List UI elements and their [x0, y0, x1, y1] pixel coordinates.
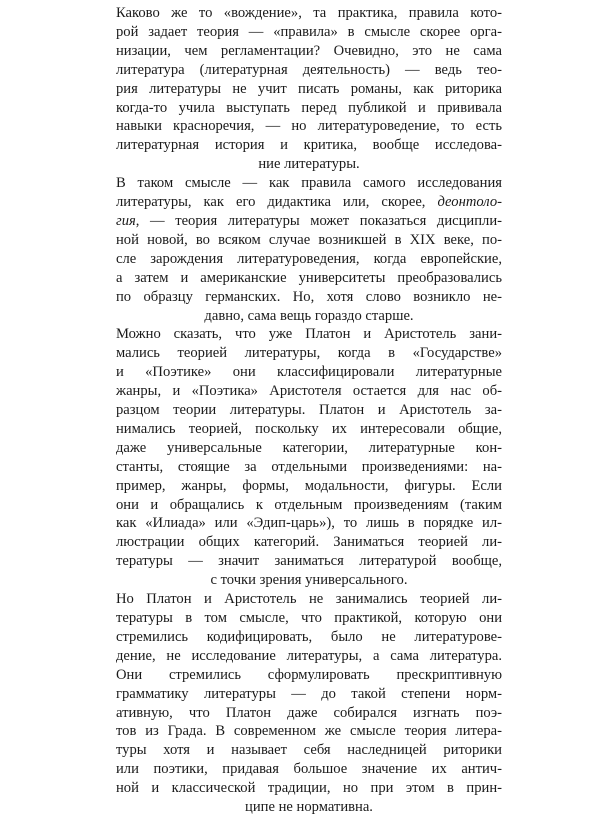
text-line [116, 193, 502, 212]
text-line: давно, сама вещь гораздо старше. [204, 307, 414, 324]
text-line: рия литературы не учит писать романы, как риторика [116, 80, 502, 97]
text-line: с точки зрения универсального. [210, 572, 408, 589]
text-line: Но Платон и Аристотель не занимались теорией ли- [116, 591, 502, 608]
text-line: как «Илиада» или «Эдип-царь»), то лишь в порядке ил- [116, 515, 502, 532]
text-line: литературная история и критика, вообще исследова- [116, 137, 502, 154]
text-line: а затем и американские университеты преобразовались [116, 269, 502, 286]
text-line: люстрации общих категорий. Заниматься теорией ли- [116, 534, 502, 551]
paragraph-4 [116, 590, 502, 817]
text-line: стремились кодифицировать, было не литературове- [116, 628, 502, 645]
text-line: даже универсальные категории, литературные кон- [116, 439, 502, 456]
text-line: они и обращались к отдельным произведениям (таким [116, 496, 502, 513]
text-line: дение, не исследование литературы, а сама литература. [116, 647, 502, 664]
text-line: сле зарождения литературоведения, когда европейские, [116, 250, 502, 267]
text-line [116, 212, 502, 231]
paragraph-3 [116, 325, 502, 590]
text-line: когда-то учила выступать перед публикой и прививала [116, 99, 502, 116]
text-line: ние литературы. [258, 156, 360, 173]
text-line: литература (литературная деятельность) — ведь тео- [116, 61, 502, 78]
text-line: грамматику литературы — до такой степени норм- [116, 685, 502, 702]
text-line: Они стремились сформулировать прескриптивную [116, 666, 502, 683]
text-line: или поэтики, придавая большое значение их антич- [116, 761, 502, 778]
text-line: Каково же то «вождение», та практика, правила кото- [116, 5, 502, 21]
text-line: Можно сказать, что уже Платон и Аристотель зани- [116, 326, 502, 343]
text-line: ной и классической традиции, но при этом в прин- [116, 780, 502, 797]
italic-term: деонтоло- [437, 194, 502, 211]
text-line: туры хотя и называет себя наследницей риторики [116, 742, 502, 759]
text-line: тературы — значит заниматься литературой вообще, [116, 553, 502, 570]
paragraph-2 [116, 174, 502, 325]
text-line: по образцу германских. Но, хотя слово возникло не- [116, 288, 502, 305]
text-line: жанры, и «Поэтика» Аристотеля остается для нас об- [116, 383, 502, 400]
text-line: рой задает теория — «правила» в смысле скорее орга- [116, 23, 502, 40]
text-line: пример, жанры, формы, модальности, фигуры. Если [116, 477, 502, 494]
text-line: мались теорией литературы, когда в «Государстве» [116, 345, 502, 362]
paragraph-1 [116, 4, 502, 174]
text-line: навыки красноречия, — но литературоведение, то есть [116, 118, 502, 135]
text-fragment: , — теория литературы может показаться дисципли- [135, 212, 502, 229]
text-line: ативную, что Платон даже собирался изгнать поэ- [116, 704, 502, 721]
text-line: В таком смысле — как правила самого исследования [116, 175, 502, 192]
text-line: станты, стоящие за отдельными произведениями: на- [116, 458, 502, 475]
page-text [116, 4, 502, 817]
text-fragment: литературы, как его дидактика или, скорее, [116, 194, 438, 211]
text-line: и «Поэтике» они классифицировали литературные [116, 364, 502, 381]
text-line: ной новой, во всяком случае возникшей в XIX веке, по- [116, 231, 502, 248]
text-line: тов из Града. В современном же смысле теория литера- [116, 723, 502, 740]
text-line: тературы в том смысле, что практикой, которую они [116, 610, 502, 626]
text-line: разцом теории литературы. Платон и Аристотель за- [116, 402, 502, 419]
text-line: низации, чем регламентации? Очевидно, это не сама [116, 42, 502, 59]
text-line: нимались теорией, поскольку их интересовали общие, [116, 420, 502, 437]
text-line: ципе не нормативна. [245, 799, 373, 816]
italic-term: гия [116, 212, 136, 229]
